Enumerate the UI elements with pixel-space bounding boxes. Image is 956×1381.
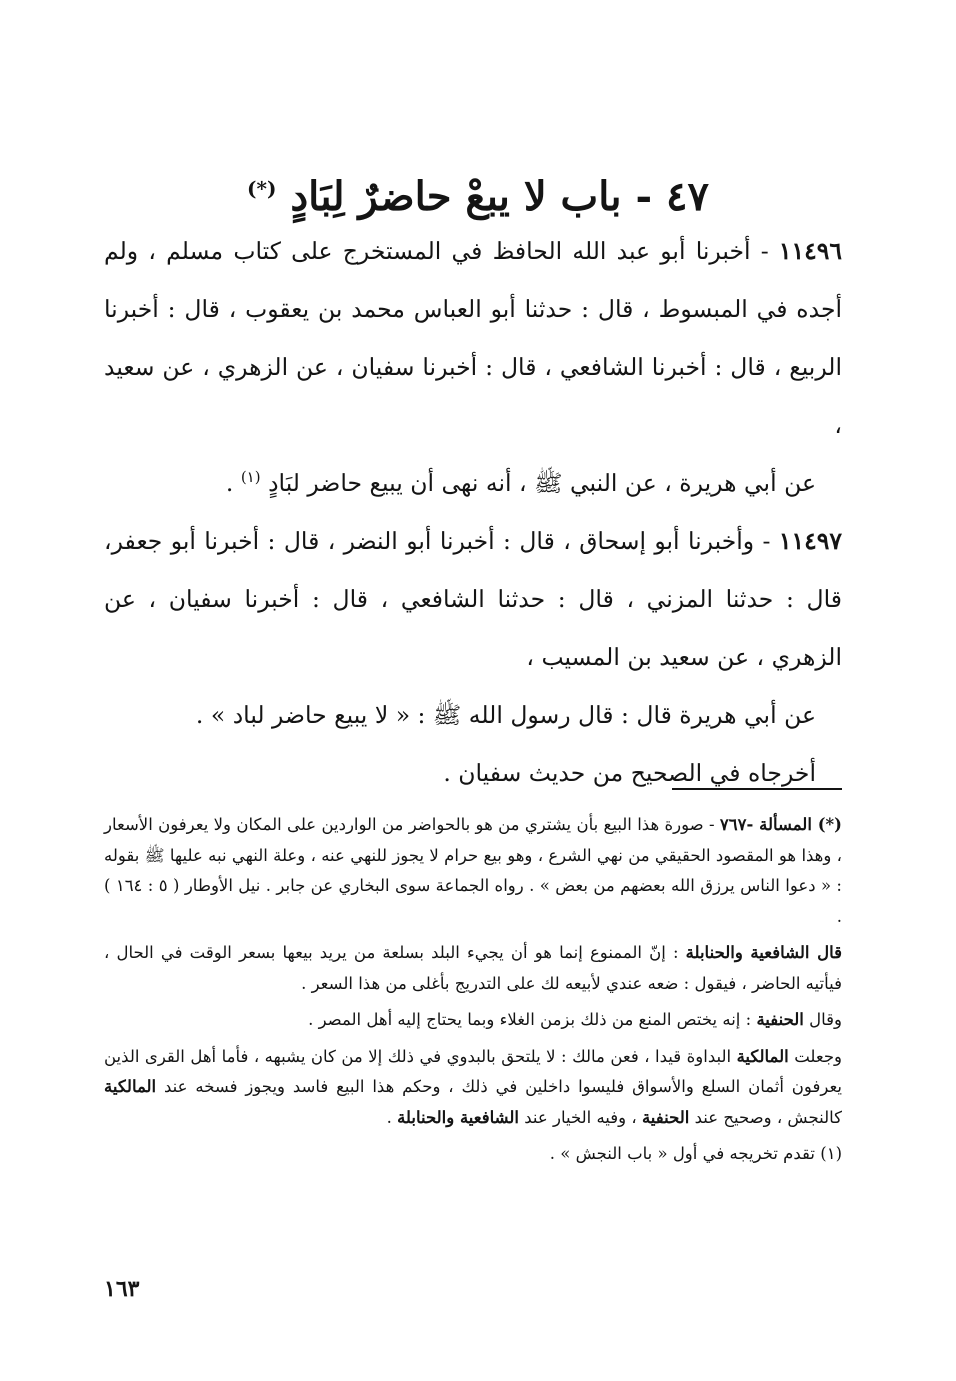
footnote-lead: قال الشافعية والحنابلة [685, 943, 842, 962]
hadith-matn-end: . [225, 469, 241, 497]
main-text [104, 222, 842, 802]
chapter-title-text: ٤٧ - باب لا يبعْ حاضرٌ لِبَادٍ [290, 172, 709, 220]
hadith-isnad: - أخبرنا أبو عبد الله الحافظ في المستخرج على كتاب مسلم ، ولم أجده في المبسوط ، قال : حدثنا أبو العباس محمد بن يعقوب ، قال : أخبرنا الربيع ، قال : أخبرنا الشافعي ، قال : أخبرنا سفيان ، عن الزهري ، عن سعيد ، [104, 237, 842, 439]
footnote-lead: الحنفية [756, 1010, 804, 1029]
footnote-text: البداوة قيدا ، فعن مالك : لا يلتحق بالبدوي في ذلك إلا من كان يشبهه ، فأما أهل القرى الذين يعرفون أثمان السلع والأسواق فليسوا داخلين في ذلك ، وحكم هذا البيع فاسد ويجوز فسخه عند [104, 1046, 842, 1096]
footnote-text: كالنجش ، وصحيح عند [689, 1107, 842, 1127]
footnote-ref: (١) [240, 468, 261, 487]
footnote-masala [104, 810, 842, 932]
footnote-lead: الشافعية والحنابلة [397, 1107, 519, 1127]
hadith-number: ١١٤٩٧ [778, 527, 842, 555]
hadith-isnad: - وأخبرنا أبو إسحاق ، قال : أخبرنا أبو النضر ، قال : أخبرنا أبو جعفر، قال : حدثنا المزني ، قال : حدثنا الشافعي ، قال : أخبرنا سفيان ، عن الزهري ، عن سعيد بن المسيب ، [104, 527, 842, 671]
footnote-malikiya [104, 1042, 842, 1134]
footnote-lead: (*) المسألة -٧٦٧ [719, 815, 842, 834]
footnote-1: (١) تقدم تخريجه في أول « باب النجش » . [549, 1144, 842, 1163]
footnote-hanafiya [104, 1005, 842, 1036]
footnote-text: . [386, 1107, 398, 1127]
footnotes [104, 810, 842, 1176]
hadith-takhrij: أخرجاه في الصحيح من حديث سفيان . [443, 759, 816, 787]
footnote-lead: المالكية [104, 1077, 157, 1096]
hadith-matn-text: عن أبي هريرة ، عن النبي ﷺ ، أنه نهى أن يبيع حاضر لبَادٍ [268, 469, 816, 497]
footnote-divider [672, 788, 842, 790]
page-number: ١٦٣ [104, 1276, 140, 1302]
footnote-pre: وقال [803, 1010, 842, 1029]
footnote-lead: المالكية [736, 1046, 789, 1066]
chapter-title [120, 169, 836, 225]
footnote-text: : إنّ الممنوع إنما هو أن يجيء البلد بسلعة من يريد بيعها بسعر الوقت في الحال ، فيأتيه الحاضر ، فيقول : ضعه عندي لأبيعه لك على التدريج بأغلى من هذا السعر . [104, 943, 842, 993]
footnote-text: ، وفيه الخيار عند [519, 1107, 642, 1127]
hadith-11497 [104, 512, 842, 686]
footnote-text: : إنه يختص المنع من ذلك بزمن الغلاء وبما يحتاج إليه أهل المصر . [308, 1010, 757, 1029]
footnote-lead: الحنفية [641, 1107, 690, 1127]
hadith-11496 [104, 222, 842, 454]
hadith-matn [104, 454, 842, 512]
hadith-number: ١١٤٩٦ [778, 237, 842, 265]
hadith-matn: عن أبي هريرة قال : قال رسول الله ﷺ : « لا يبيع حاضر لباد » . [195, 701, 816, 729]
footnote-pre: وجعلت [788, 1046, 842, 1066]
footnote-text: - صورة هذا البيع بأن يشتري من هو بالحواضر من الواردين على المكان ولا يعرفون الأسعار ، وهذا هو المقصود الحقيقي من نهي الشرع ، وهو بيع حرام لا يجوز للنهي عنه ، وعلة النهي نبه عليها ﷺ بقوله : « دعوا الناس يرزق الله بعضهم من بعض » . رواه الجماعة سوى البخاري عن جابر . نيل الأوطار ( ٥ : ١٦٤ ) . [104, 815, 842, 926]
chapter-note-mark: (*) [247, 176, 277, 201]
footnote-shafiiya [104, 938, 842, 999]
